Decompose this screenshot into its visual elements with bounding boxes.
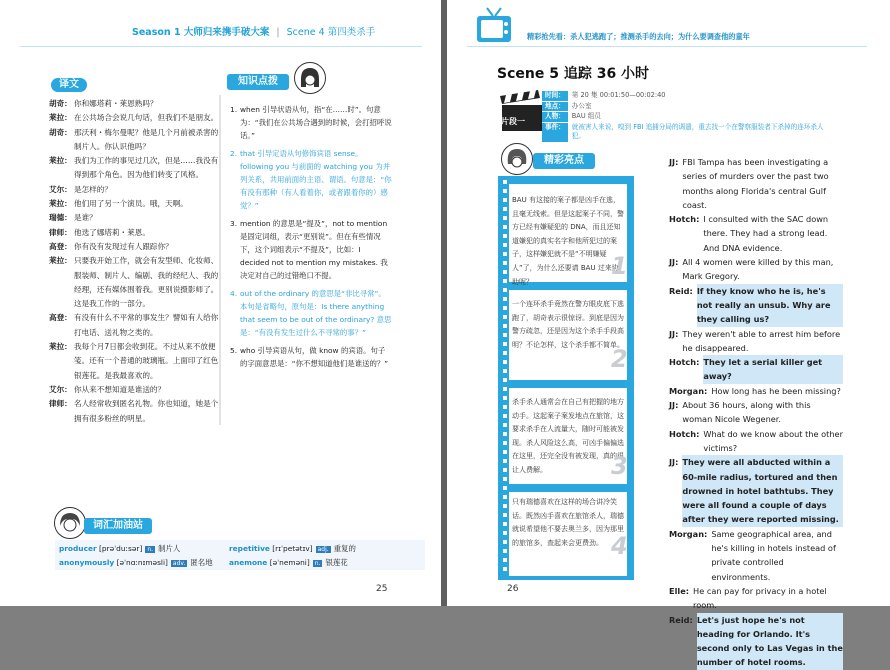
knowledge-number: 1. xyxy=(230,105,238,114)
note-number-1: 1 xyxy=(611,252,628,280)
script-text: Same geographical area, and he's killing in hotels instead of private controlled environments. xyxy=(711,528,836,582)
speaker-name: 瑞德： xyxy=(49,213,72,223)
scene-meta xyxy=(542,91,832,143)
meta-label: 事件： xyxy=(542,123,568,142)
vocab-column xyxy=(229,542,419,570)
season-title: Season 1 大师归来携手破大案 xyxy=(132,27,270,38)
knowledge-item xyxy=(230,103,392,142)
meta-label: 地点： xyxy=(542,102,568,112)
note-text-1: BAU 有这接的案子都是凶手在逃，且毫无线索。但是这起案子不同，警方已经有嫌疑犯的 DNA，而且还知道嫌犯的真实名字和他所犯过的案子，这样嫌犯就不是“不明嫌疑人”了，为什么还要请 BAU 过来协助呢？ xyxy=(512,196,624,286)
speaker-name: 莱拉： xyxy=(49,113,72,123)
vocab-list xyxy=(59,542,429,570)
script-text: How long has he been missing? xyxy=(711,385,841,396)
script-speaker: Morgan: xyxy=(669,385,708,396)
script-line xyxy=(669,384,843,398)
knowledge-tag: 知识点拨 xyxy=(227,74,289,90)
speaker-name: 莱拉： xyxy=(49,199,72,209)
vocab-entry xyxy=(59,542,229,556)
highlight-portrait-icon xyxy=(501,143,533,175)
speaker-name: 律师： xyxy=(49,399,72,409)
script-speaker: Elle: xyxy=(669,585,690,596)
dialogue-text: 你和娜塔莉・莱恩熟吗？ xyxy=(74,99,158,108)
speaker-name: 高登： xyxy=(49,313,72,323)
vocab-word: anemone xyxy=(229,558,268,567)
chinese-dialogue xyxy=(49,97,219,426)
knowledge-item xyxy=(230,287,392,339)
meta-value: 第 20 集 00:01:50—00:02:40 xyxy=(571,91,666,99)
script-text: About 36 hours, along with this woman Nicole Wegener. xyxy=(682,400,811,425)
vocab-column xyxy=(59,542,229,570)
highlight-tag: 精彩亮点 xyxy=(533,153,595,169)
speaker-name: 莱拉： xyxy=(49,156,72,166)
script-line xyxy=(669,398,843,427)
dialogue-text: 是怎样的？ xyxy=(74,184,112,194)
english-dialogue xyxy=(669,155,843,670)
knowledge-number: 2. xyxy=(230,149,238,158)
script-speaker: Hotch: xyxy=(669,428,700,439)
script-text: They weren't able to arrest him before he disappeared. xyxy=(682,328,841,353)
script-text: FBI Tampa has been investigating a series of murders over the past two months along Florida's central Gulf coast. xyxy=(682,157,829,210)
vocab-meaning: 制片人 xyxy=(158,544,181,553)
vocab-word: anonymously xyxy=(59,558,115,567)
dialogue-line xyxy=(49,397,219,426)
scene-label: Scene 4 第四类杀手 xyxy=(286,27,376,38)
translation-tag: 译文 xyxy=(51,78,87,92)
script-text: If they know who he is, he's not really an unsub. Why are they calling us? xyxy=(697,284,843,327)
vocab-meaning: 银莲花 xyxy=(325,558,348,567)
dialogue-line xyxy=(49,226,219,240)
dialogue-line xyxy=(49,197,219,211)
script-text: All 4 women were killed by this man, Mark Gregory. xyxy=(682,257,834,282)
vocab-pos: adj. xyxy=(317,546,329,553)
script-line xyxy=(669,327,843,356)
dialogue-line xyxy=(49,154,219,183)
page-number-left: 25 xyxy=(376,584,388,594)
script-text: He can pay for privacy in a hotel room. xyxy=(693,585,827,611)
vocab-entry xyxy=(229,556,419,570)
book-gutter xyxy=(441,0,447,606)
vocab-meaning: 匿名地 xyxy=(190,558,213,567)
dialogue-text: 有没有什么不平常的事发生？譬如有人给你打电话、送礼物之类的。 xyxy=(74,313,219,337)
script-speaker: JJ: xyxy=(669,328,679,339)
knowledge-number: 4. xyxy=(230,289,238,298)
preview-header: 精彩抢先看：杀人犯逃跑了；推测杀手的去向；为什么要调查他的童年 xyxy=(527,32,750,41)
note-number-4: 4 xyxy=(611,532,628,560)
script-line xyxy=(669,427,843,456)
notes-panel-perforation xyxy=(503,180,507,576)
note-number-2: 2 xyxy=(611,345,628,373)
vocab-meaning: 重复的 xyxy=(333,544,356,553)
meta-row xyxy=(542,91,832,101)
right-header-rule xyxy=(467,46,867,47)
speaker-name: 艾尔： xyxy=(49,184,72,194)
dialogue-line xyxy=(49,240,219,254)
dialogue-text: 你从来不想知道是谁送的？ xyxy=(74,384,166,394)
vocab-word: repetitive xyxy=(229,544,270,553)
page-number-right: 26 xyxy=(507,584,519,594)
speaker-name: 胡奇： xyxy=(49,127,72,137)
script-speaker: JJ: xyxy=(669,457,679,468)
speaker-name: 律师： xyxy=(49,227,72,237)
script-line xyxy=(669,355,843,384)
knowledge-item xyxy=(230,217,392,282)
dialogue-line xyxy=(49,126,219,155)
knowledge-text: that 引导定语从句修饰宾语 sense。following you 与前面的 watching you 为并列关系，共用前面的主语、谓语。句意是：“你有没有那种（有人看着你，或者跟着你的）感觉？” xyxy=(240,149,392,210)
dialogue-text: 我每个月7日都会收到花。不过从来不放便笺。还有一个普通的玻璃瓶。上面印了红色银莲花。是我最喜欢的。 xyxy=(74,342,219,380)
speaker-name: 莱拉： xyxy=(49,256,72,266)
knowledge-text: when 引导状语从句，指“在……时”。句意为：“我们在公共场合遇到的时候，会打招呼说话。” xyxy=(240,105,392,140)
dialogue-text: 你有没有发现过有人跟踪你？ xyxy=(74,241,173,251)
dialogue-text: 名人经常收到匿名礼物。你也知道，她是个拥有很多粉丝的明星。 xyxy=(74,399,219,423)
knowledge-points xyxy=(230,103,392,375)
dialogue-line xyxy=(49,111,219,125)
speaker-name: 莱拉： xyxy=(49,342,72,352)
vocab-pos: n. xyxy=(314,560,321,567)
vocab-ipa: [əˈneməni] xyxy=(269,558,310,567)
speaker-name: 高登： xyxy=(49,241,72,251)
vocab-entry xyxy=(229,542,419,556)
script-line xyxy=(669,155,843,212)
speaker-name: 胡奇： xyxy=(49,99,72,108)
tv-icon xyxy=(475,6,513,48)
script-speaker: JJ: xyxy=(669,157,679,167)
script-text: Let's just hope he's not heading for Orlando. It's second only to Las Vegas in the number of hotel rooms. xyxy=(697,613,843,670)
vocab-grid xyxy=(59,542,429,570)
note-text-4: 只有瑞德喜欢在这样的场合讲冷笑话。既然凶手喜欢在旅馆杀人，瑞德就说希望他不要去奥兰多，因为那里的旅馆多，查起来会更费劲。 xyxy=(512,498,624,547)
knowledge-number: 5. xyxy=(230,346,238,355)
dialogue-line xyxy=(49,383,219,397)
right-page xyxy=(447,0,890,668)
dialogue-line xyxy=(49,254,219,311)
script-speaker: Reid: xyxy=(669,614,693,625)
script-speaker: JJ: xyxy=(669,400,679,411)
meta-value: BAU 组员 xyxy=(571,112,601,120)
note-number-3: 3 xyxy=(611,452,628,480)
script-speaker: Hotch: xyxy=(669,214,700,225)
vocab-ipa: [rɪˈpetətɪv] xyxy=(272,544,313,553)
header-rule xyxy=(20,46,422,47)
meta-row xyxy=(542,123,832,142)
script-speaker: Hotch: xyxy=(669,357,700,368)
script-line xyxy=(669,613,843,670)
script-speaker: JJ: xyxy=(669,257,679,268)
meta-label: 时间： xyxy=(542,91,568,101)
script-line xyxy=(669,255,843,284)
vocab-portrait-icon xyxy=(54,507,86,539)
meta-row xyxy=(542,112,832,122)
script-text: They were all abducted within a 60-mile radius, tortured and then drowned in hotel bathtubs. They were all found a couple of days after they were reported missing. xyxy=(682,455,843,526)
script-line xyxy=(669,584,843,613)
meta-value: 就被害人来说，嗅到 FBI 追捕分局的调遣，重去找一个在警察服装者下杀掉的连环杀人犯。 xyxy=(571,122,824,140)
dialogue-text: 那沃利・梅尔曼呢？他是几个月前被杀害的制片人。你认识他吗？ xyxy=(74,127,219,151)
script-line xyxy=(669,212,843,255)
dialogue-text: 是谁？ xyxy=(74,213,97,223)
script-text: I consulted with the SAC down there. They had a strong lead. And DNA evidence. xyxy=(703,214,829,253)
dialogue-text: 在公共场合会说几句话，但我们不是朋友。 xyxy=(74,113,219,123)
meta-label: 人物： xyxy=(542,112,568,122)
script-text: What do we know about the other victims? xyxy=(703,428,843,453)
knowledge-item xyxy=(230,344,392,370)
vocab-tag: 词汇加油站 xyxy=(84,518,152,534)
knowledge-text: mention 的意思是“提及”，not to mention 是固定词组，表示“更别说”。但在有些情况下，这个词组表示“不提及”，比如：I decided not to mention my mistakes. 我决定对自己的过错绝口不提。 xyxy=(240,219,388,280)
dialogue-text: 我们为工作的事见过几次，但是……我没有得到那个角色。因为他们转变了风格。 xyxy=(74,156,219,180)
vocab-ipa: [əˈnɑːnɪməsli] xyxy=(116,558,168,567)
vocab-pos: n. xyxy=(147,546,154,553)
knowledge-text: out of the ordinary 的意思是“非比寻常”。本句是省略句，原句是：Is there anything that seem to be out of the ordinary? 意思是：“有没有发生过什么不寻常的事？” xyxy=(240,289,392,337)
scene-title: Scene 5 追踪 36 小时 xyxy=(497,66,650,82)
vocab-word: producer xyxy=(59,544,97,553)
dialogue-text: 他选了娜塔莉・莱恩。 xyxy=(74,227,150,237)
dialogue-line xyxy=(49,340,219,383)
vocab-entry xyxy=(59,556,229,570)
dialogue-line xyxy=(49,311,219,340)
character-portrait-icon xyxy=(294,62,326,94)
script-speaker: Reid: xyxy=(669,285,693,296)
knowledge-text: who 引导宾语从句，做 know 的宾语。句子的字面意思是：“你不想知道他们是谁送的？” xyxy=(240,346,389,368)
meta-value: 办公室 xyxy=(571,101,592,110)
knowledge-number: 3. xyxy=(230,219,238,228)
speaker-name: 艾尔： xyxy=(49,384,72,394)
script-speaker: Morgan: xyxy=(669,528,708,539)
knowledge-item xyxy=(230,147,392,212)
script-line xyxy=(669,455,843,526)
dialogue-line xyxy=(49,211,219,225)
script-text: They let a serial killer get away? xyxy=(703,355,843,384)
script-line xyxy=(669,284,843,327)
left-header: Season 1 大师归来携手破大案 | Scene 4 第四类杀手 xyxy=(132,27,376,38)
vocab-ipa: [prəˈduːsər] xyxy=(98,544,143,553)
dialogue-line xyxy=(49,97,219,111)
column-divider xyxy=(219,95,221,425)
dialogue-text: 只要我开始工作，就会有发型师、化妆师、服装师、制片人、编剧、我的经纪人、我的经理，还有媒体围着我。更别说摄影师了。这是我工作的一部分。 xyxy=(74,256,219,309)
dialogue-line xyxy=(49,183,219,197)
note-text-2: 一个连环杀手竟然在警方眼皮底下逃跑了，胡奇表示很惊讶。到底是因为警方疏忽，还是因为这个杀手手段高明？不论怎样，这个杀手都不简单。 xyxy=(512,300,624,349)
vocab-pos: adv. xyxy=(172,560,186,567)
dialogue-text: 他们用了另一个演员。哦，天啊。 xyxy=(74,199,188,209)
note-text-3: 杀手杀人通常会在自己有把握的地方动手。这起案子案发地点在旅馆，这要求杀手在人流量大，随时可能被发现。杀人风险这么高，可凶手偏偏选在这里，还完全没有被发现，真的很让人费解。 xyxy=(512,398,624,474)
clip-label: 片段一 xyxy=(501,117,525,126)
meta-row xyxy=(542,102,832,112)
left-page xyxy=(0,0,441,606)
script-line xyxy=(669,527,843,584)
clapperboard-icon xyxy=(498,88,544,134)
